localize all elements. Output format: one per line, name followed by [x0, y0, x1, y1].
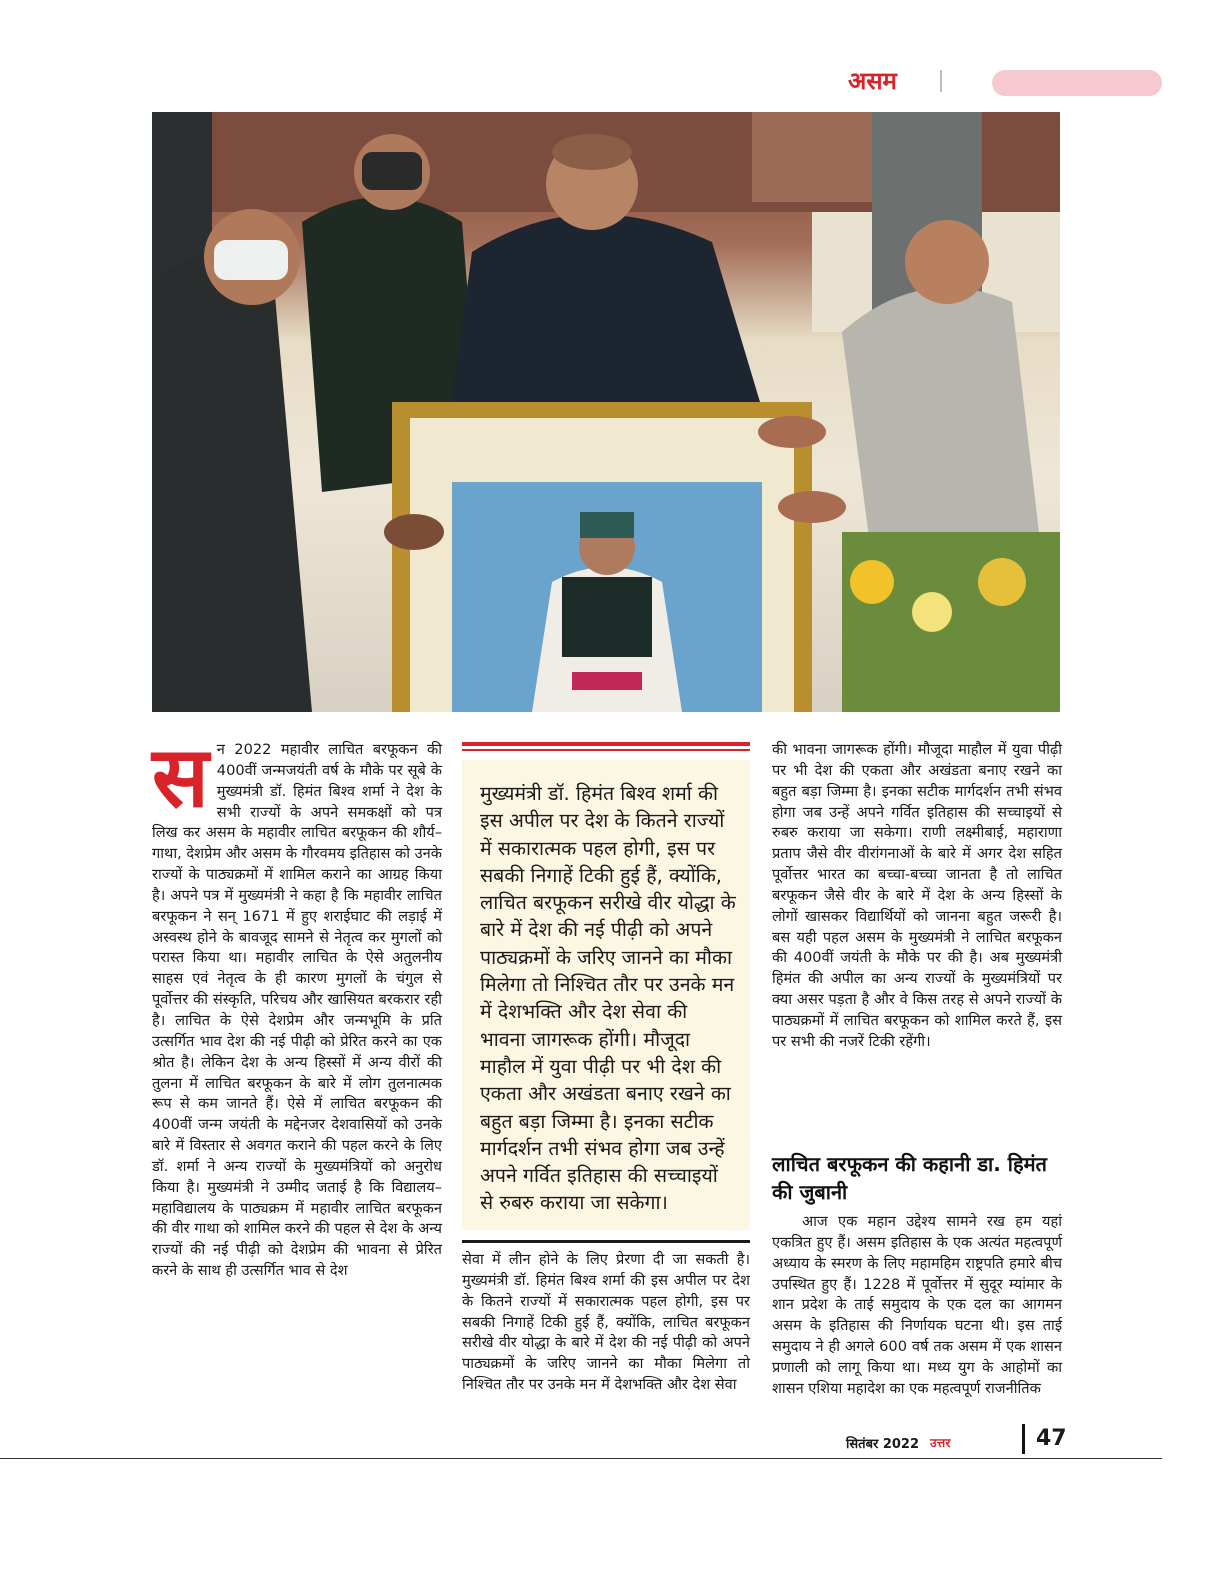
- photo-illustration: [152, 112, 1060, 712]
- article-column-3: की भावना जागरूक होंगी। मौजूदा माहौल में युवा पीढ़ी पर भी देश की एकता और अखंडता बनाए रखने का बहुत बड़ा जिम्मा है। इनका सटीक मार्गदर्शन तभी संभव होगा जब उन्हें अपने गर्वित इतिहास की सच्चाइयों से रुबरु कराया जा सकेगा। राणी लक्ष्मीबाई, महाराणा प्रताप जैसे वीर वीरांगनाओं के बारे में अगर देश सहित पूर्वोत्तर भारत का बच्चा-बच्चा जानता है तो लाचित बरफूकन जैसे वीर के बारे में देश के अन्य हिस्सों के लोगों खासकर विद्यार्थियों को जानना बहुत जरूरी है। बस यही पहल असम के मुख्यमंत्री ने लाचित बरफूकन की 400वीं जयंती के मौके पर की है। अब मुख्यमंत्री हिमंत की अपील का अन्य राज्यों के मुख्यमंत्रियों पर क्या असर पड़ता है और वे किस तरह से अपने राज्यों के पाठ्यक्रमों में लाचित बरफूकन को शामिल करते हैं, इस पर सभी की नजरें टिकी रहेंगी।: [772, 741, 1062, 1050]
- feature-photo: [152, 112, 1060, 712]
- pullquote-rule-bottom: [462, 1240, 750, 1243]
- article-subheading: लाचित बरफूकन की कहानी डा. हिमंत की जुबानी: [772, 1152, 1047, 1204]
- drop-cap: स: [152, 727, 209, 826]
- pullquote-text: मुख्यमंत्री डॉ. हिमंत बिश्व शर्मा की इस अपील पर देश के कितने राज्यों में सकारात्मक पहल होगी, इस पर सबकी निगाहें टिकी हुई हैं, क्योंकि, लाचित बरफूकन सरीखे वीर योद्धा के बारे में देश की नई पीढ़ी को अपने पाठ्यक्रमों के जरिए जानने का मौका मिलेगा तो निश्चित तौर पर उनके मन में देशभक्ति और देश सेवा की भावना जागरूक होंगी। मौजूदा माहौल में युवा पीढ़ी पर भी देश की एकता और अखंडता बनाए रखने का बहुत बड़ा जिम्मा है। इनका सटीक मार्गदर्शन तभी संभव होगा जब उन्हें अपने गर्वित इतिहास की सच्चाइयों से रुबरु कराया जा सकेगा।: [480, 782, 736, 1215]
- pullquote-rule-top: [462, 742, 750, 746]
- section-separator: [940, 70, 942, 92]
- column-1-text: न 2022 महावीर लाचित बरफूकन की 400वीं जन्मजयंती वर्ष के मौके पर सूबे के मुख्यमंत्री डॉ. हिमंत बिश्व शर्मा ने देश के सभी राज्यों के अपने समकक्षों को पत्र लिख कर असम के महावीर लाचित बरफूकन की शौर्य–गाथा, देशप्रेम और असम के गौरवमय इतिहास को उनके राज्यों के पाठ्यक्रमों में शामिल कराने का आग्रह किया है। अपने पत्र में मुख्यमंत्री ने कहा है कि महावीर लाचित बरफूकन ने सन् 1671 में हुए शराईघाट की लड़ाई में अस्वस्थ होने के बावजूद सामने से नेतृत्व कर मुगलों को परास्त किया था। महावीर लाचित के ऐसे अतुलनीय साहस एवं नेतृत्व के ही कारण मुगलों के चंगुल से पूर्वोत्तर की संस्कृति, परिचय और खासियत बरकरार रही है। लाचित के ऐसे देशप्रेम और जन्मभूमि के प्रति उत्सर्गित भाव देश की नई पीढ़ी को प्रेरित करने का एक श्रोत है। लेकिन देश के अन्य हिस्सों में अन्य वीरों की तुलना में लाचित बरफूकन के बारे में लोग तुलनात्मक रूप से कम जानते हैं। ऐसे में लाचित बरफूकन की 400वीं जन्म जयंती के मद्देनजर देशवासियों को उनके बारे में विस्तार से अवगत कराने की पहल करने के लिए डॉ. शर्मा ने अन्य राज्यों के मुख्यमंत्रियों को अनुरोध किया है। मुख्यमंत्री ने उम्मीद जताई है कि विद्यालय–महाविद्यालय के पाठ्यक्रम में महावीर लाचित बरफूकन की वीर गाथा को शामिल करने की पहल से देश के अन्य राज्यों की नई पीढ़ी को देशप्रेम की भावना से प्रेरित करने के साथ ही उत्सर्गित भाव से देश: [152, 741, 442, 1280]
- section-label: असम: [848, 67, 897, 95]
- section-pill: [992, 70, 1162, 96]
- article-column-3-continued: आज एक महान उद्देश्य सामने रख हम यहां एकत्रित हुए हैं। असम इतिहास के एक अत्यंत महत्वपूर्ण अध्याय के स्मरण के लिए महामहिम राष्ट्रपति हमारे बीच उपस्थित हुए हैं। 1228 में पूर्वोत्तर में सुदूर म्यांमार के शान प्रदेश के ताई समुदाय के एक दल का आगमन असम के इतिहास की निर्णायक घटना थी। इस ताई समुदाय ने ही अगले 600 वर्ष तक असम में एक शासन प्रणाली को लागू किया था। मध्य युग के आहोमों का शासन एशिया महादेश का एक महत्वपूर्ण राजनीतिक: [772, 1213, 1062, 1397]
- article-column-1: [152, 727, 442, 1282]
- footer-magazine-logo: उत्तर: [930, 1436, 951, 1450]
- pullquote-box: [462, 760, 750, 1230]
- page-number: 47: [1036, 1426, 1067, 1451]
- footer-divider: [1022, 1424, 1025, 1454]
- article-column-2: सेवा में लीन होने के लिए प्रेरणा दी जा सकती है। मुख्यमंत्री डॉ. हिमंत बिश्व शर्मा की इस अपील पर देश के कितने राज्यों में सकारात्मक पहल होगी, इस पर सबकी निगाहें टिकी हुई हैं, क्योंकि, लाचित बरफूकन सरीखे वीर योद्धा के बारे में देश की नई पीढ़ी को अपने पाठ्यक्रमों के जरिए जानने का मौका मिलेगा तो निश्चित तौर पर उनके मन में देशभक्ति और देश सेवा: [462, 1251, 750, 1394]
- footer-issue-date: सितंबर 2022: [846, 1437, 920, 1452]
- footer-rule: [0, 1458, 1162, 1459]
- pullquote-rule-top-thin: [462, 749, 750, 751]
